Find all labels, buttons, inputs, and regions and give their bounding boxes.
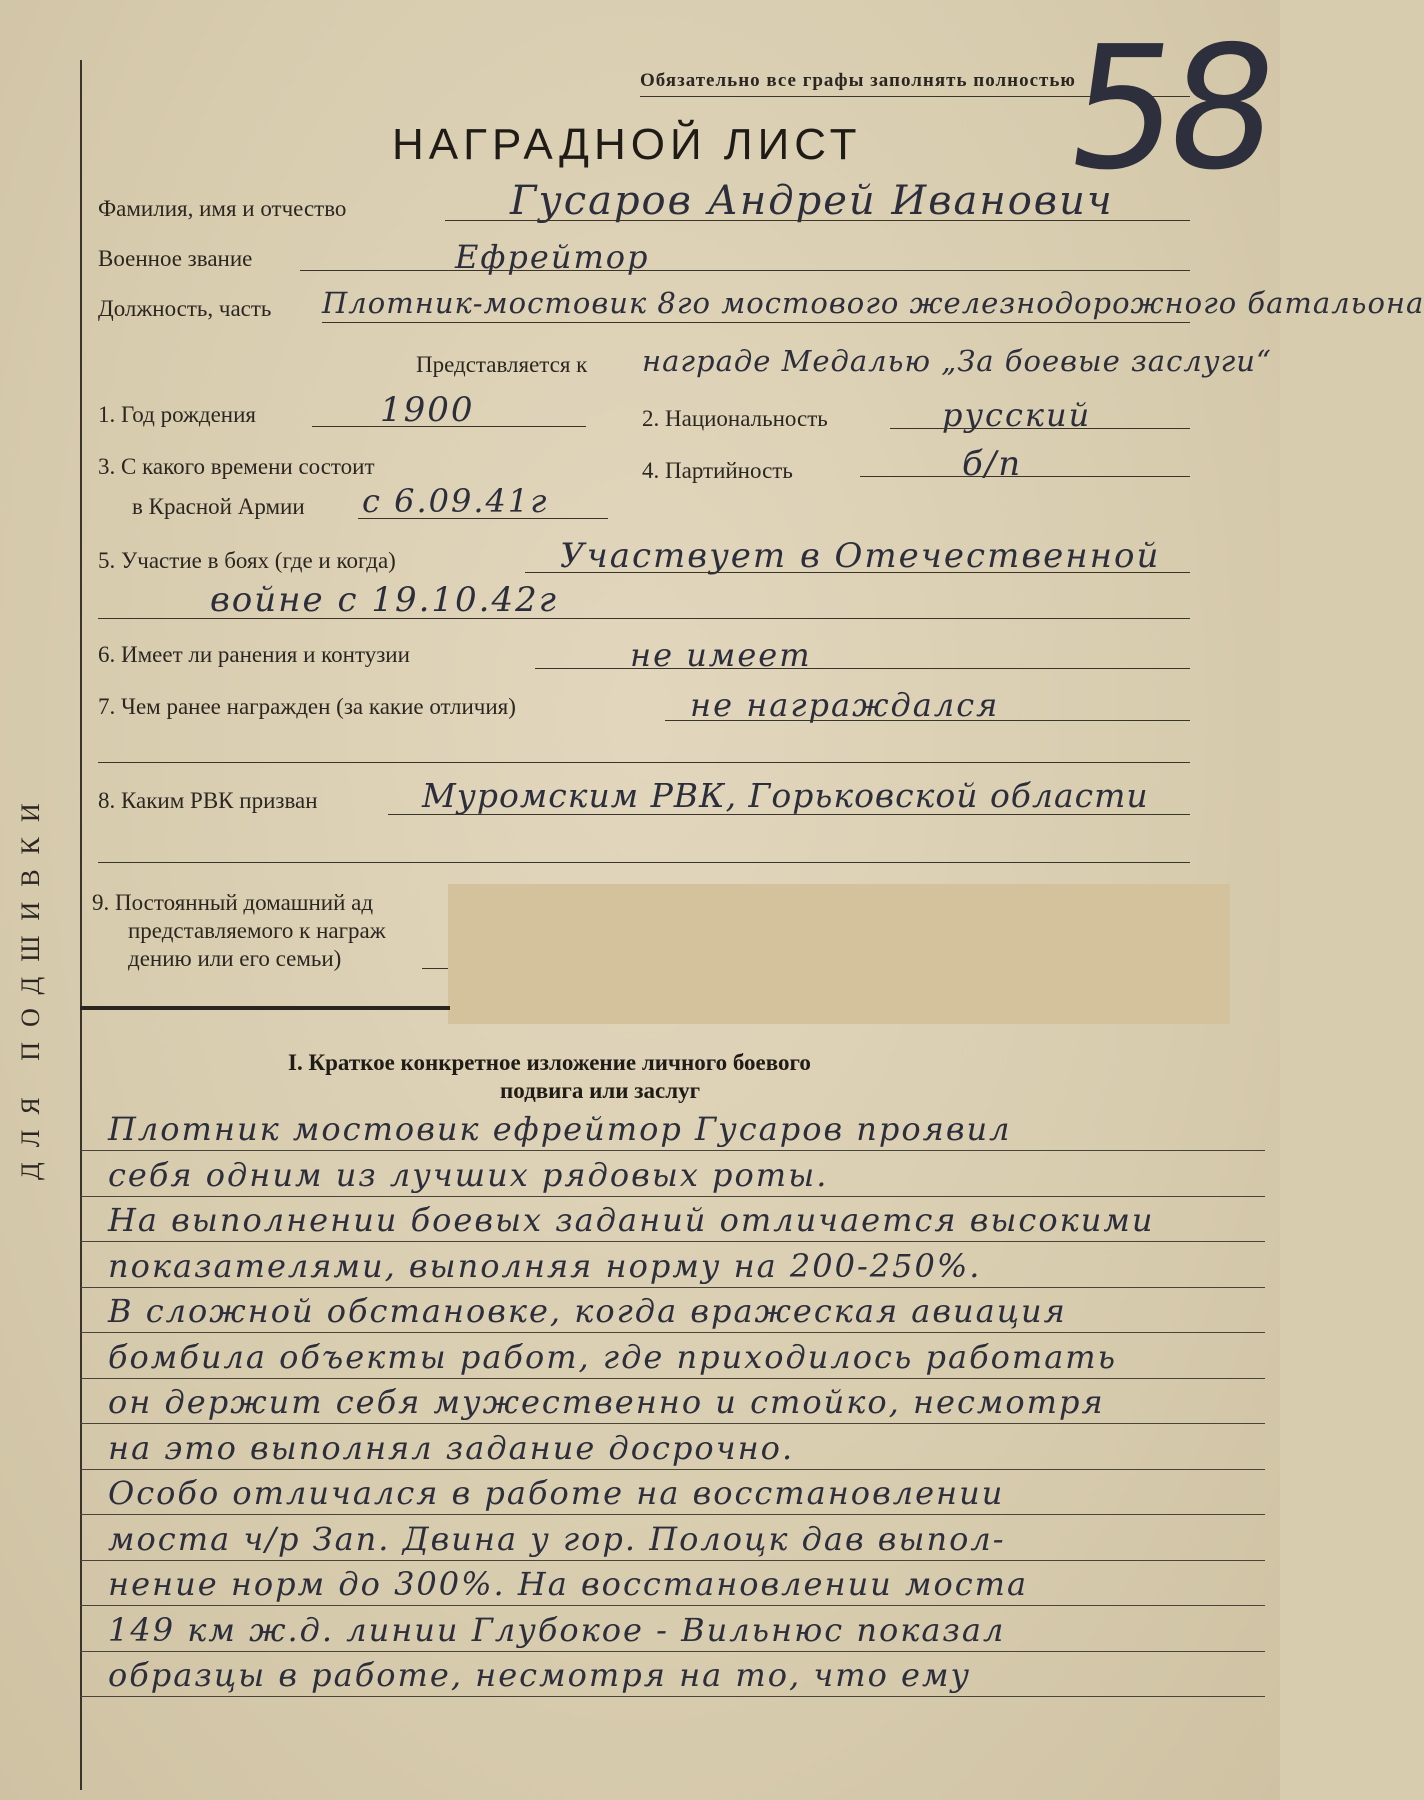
wounds-label: 6. Имеет ли ранения и контузии xyxy=(98,642,410,667)
ruled-line xyxy=(80,1150,1265,1151)
ruled-line xyxy=(80,1332,1265,1333)
prior-awards-label: 7. Чем ранее награжден (за какие отличия) xyxy=(98,694,516,719)
battles-label: 5. Участие в боях (где и когда) xyxy=(98,548,396,573)
narrative-line: на это выполнял задание досрочно. xyxy=(108,1428,795,1467)
address-label-1: 9. Постоянный домашний ад xyxy=(92,890,374,915)
prior-awards-value: не награждался xyxy=(690,686,1000,724)
battles-line-1 xyxy=(525,572,1190,573)
nationality-line xyxy=(890,428,1190,429)
address-label-2: представляемого к награж xyxy=(128,918,386,943)
rank-value: Ефрейтор xyxy=(455,238,650,276)
rank-label: Военное звание xyxy=(98,246,253,271)
service-since-label-1: 3. С какого времени состоит xyxy=(98,454,375,479)
battles-value-1: Участвует в Отечественной xyxy=(560,536,1161,576)
ruled-line xyxy=(80,1196,1265,1197)
address-label-3: дению или его семьи) xyxy=(128,946,342,971)
ruled-line xyxy=(80,1651,1265,1652)
narrative-line: он держит себя мужественно и стойко, несмотря xyxy=(108,1383,1105,1421)
narrative-line: В сложной обстановке, когда вражеская авиация xyxy=(108,1292,1067,1330)
narrative-line: Особо отличался в работе на восстановлении xyxy=(108,1474,1005,1512)
ruled-line xyxy=(80,1605,1265,1606)
narrative-line: нение норм до 300%. На восстановлении моста xyxy=(108,1565,1029,1603)
ruled-line xyxy=(80,1560,1265,1561)
party-line xyxy=(860,476,1190,477)
nominated-label: Представляется к xyxy=(416,352,588,377)
position-label: Должность, часть xyxy=(98,296,272,321)
full-name-line xyxy=(445,220,1190,221)
narrative-line: себя одним из лучших рядовых роты. xyxy=(108,1155,829,1194)
battles-line-2 xyxy=(98,618,1190,619)
prior-awards-line-1 xyxy=(665,720,1190,721)
document-title: НАГРАДНОЙ ЛИСТ xyxy=(392,120,862,169)
nationality-label: 2. Национальность xyxy=(642,406,828,431)
narrative-line: Плотник мостовик ефрейтор Гусаров проявил xyxy=(108,1110,1012,1148)
narrative-line: На выполнении боевых заданий отличается высокими xyxy=(108,1201,1155,1239)
rvk-line-2 xyxy=(98,862,1190,863)
ruled-line xyxy=(80,1241,1265,1242)
ruled-line xyxy=(80,1378,1265,1379)
battles-value-2: войне с 19.10.42г xyxy=(210,580,558,620)
section-heading-2: подвига или заслуг xyxy=(500,1078,701,1103)
narrative-line: бомбила объекты работ, где приходилось работать xyxy=(108,1337,1118,1376)
ruled-line xyxy=(80,1696,1265,1697)
ruled-line xyxy=(80,1287,1265,1288)
ruled-line xyxy=(80,1423,1265,1424)
fill-all-notice: Обязательно все графы заполнять полностью xyxy=(640,70,1076,91)
full-name-label: Фамилия, имя и отчество xyxy=(98,196,347,221)
ruled-line xyxy=(80,1469,1265,1470)
rvk-line-1 xyxy=(388,814,1190,815)
service-since-value: с 6.09.41г xyxy=(362,482,549,520)
prior-awards-line-2 xyxy=(98,762,1190,763)
birth-year-value: 1900 xyxy=(380,390,475,430)
rvk-value: Муромским РВК, Горьковской области xyxy=(422,776,1149,815)
narrative-line: моста ч/р Зап. Двина у гор. Полоцк дав выпол- xyxy=(108,1519,1006,1558)
rvk-label: 8. Каким РВК призван xyxy=(98,788,318,813)
narrative-line: образцы в работе, несмотря на то, что ему xyxy=(108,1656,972,1694)
narrative-line: показателями, выполняя норму на 200-250%. xyxy=(108,1246,982,1285)
nationality-value: русский xyxy=(942,396,1092,434)
wounds-value: не имеет xyxy=(630,636,812,674)
wounds-line xyxy=(535,668,1190,669)
section-heading-1: I. Краткое конкретное изложение личного боевого xyxy=(288,1050,811,1075)
birth-year-label: 1. Год рождения xyxy=(98,402,256,427)
position-line xyxy=(322,322,1190,323)
narrative-line: 149 км ж.д. линии Глубокое - Вильнюс показал xyxy=(108,1610,1006,1649)
position-value: Плотник-мостовик 8го мостового железнодорожного батальона xyxy=(322,286,1424,320)
party-value: б/п xyxy=(962,444,1023,484)
side-binding-label: ДЛЯ ПОДШИВКИ xyxy=(16,788,45,1180)
party-label: 4. Партийность xyxy=(642,458,793,483)
sheet-number: 58 xyxy=(1056,10,1281,208)
binding-margin-line xyxy=(80,60,82,1790)
service-since-label-2: в Красной Армии xyxy=(132,494,305,519)
rank-line xyxy=(300,270,1190,271)
ruled-line xyxy=(80,1514,1265,1515)
redaction-block xyxy=(448,884,1230,1024)
section-divider xyxy=(80,1006,450,1010)
service-since-line xyxy=(358,518,608,519)
birth-year-line xyxy=(312,426,586,427)
nominated-value: награде Медалью „За боевые заслуги“ xyxy=(642,344,1272,378)
full-name-value: Гусаров Андрей Иванович xyxy=(510,178,1114,224)
